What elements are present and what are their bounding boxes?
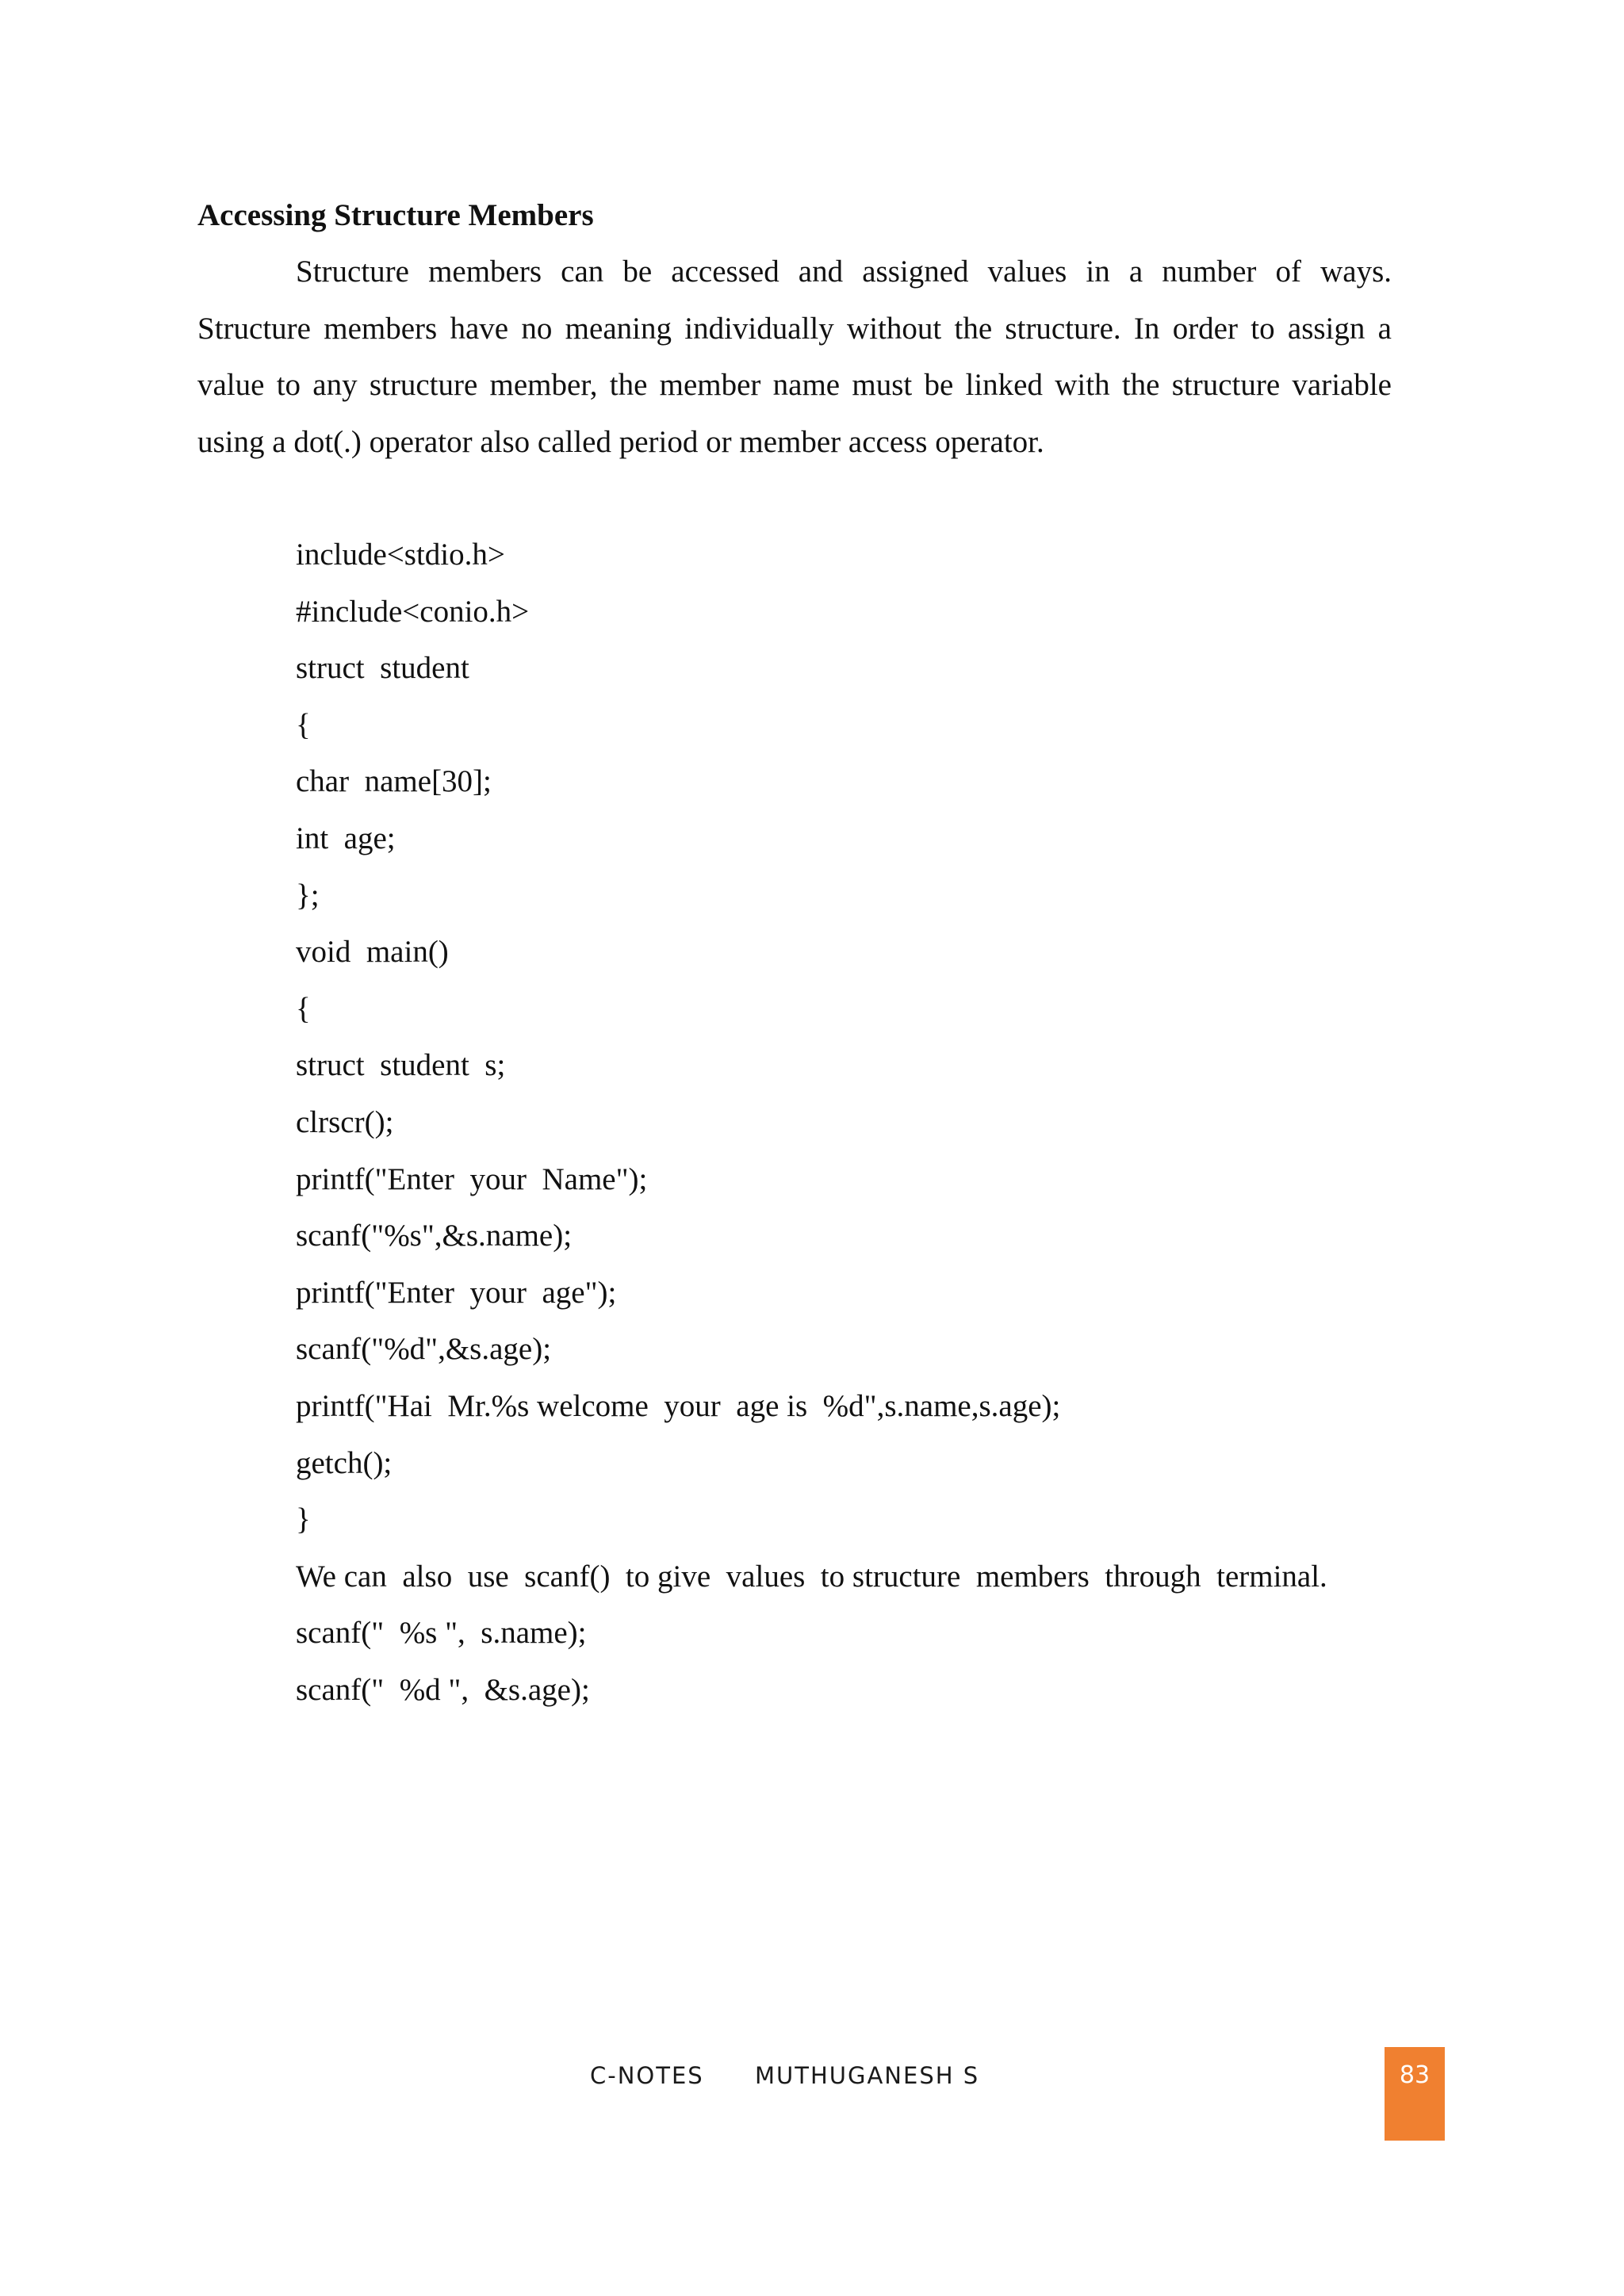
- code-line: scanf("%s",&s.name);: [296, 1219, 573, 1253]
- code-line: include<stdio.h>: [296, 538, 505, 572]
- code-line: scanf("%d",&s.age);: [296, 1332, 552, 1367]
- page-number-badge: [1385, 2047, 1445, 2141]
- code-line: struct student: [296, 651, 469, 686]
- code-line: char name[30];: [296, 764, 492, 799]
- intro-paragraph: [197, 250, 1392, 476]
- code-line: getch();: [296, 1445, 393, 1480]
- code-line: clrscr();: [296, 1104, 394, 1139]
- code-line: printf("Enter your Name");: [296, 1161, 648, 1196]
- code-listing: [296, 533, 1327, 1724]
- code-line: struct student s;: [296, 1048, 506, 1083]
- paragraph-line: value to any structure member, the member name must be linked with the structure variable: [197, 368, 1392, 402]
- code-line: {: [296, 707, 311, 742]
- code-line: {: [296, 991, 311, 1026]
- code-line: };: [296, 878, 320, 913]
- code-line: printf("Hai Mr.%s welcome your age is %d",s.name,s.age);: [296, 1388, 1061, 1423]
- page-number: 83: [1399, 2061, 1431, 2089]
- code-line: void main(): [296, 935, 449, 970]
- code-line: scanf(" %d ", &s.age);: [296, 1672, 590, 1707]
- code-line: int age;: [296, 821, 396, 855]
- footer-title: C-NOTES: [590, 2062, 704, 2089]
- paragraph-line: Structure members have no meaning individually without the structure. In order to assign a: [197, 311, 1392, 346]
- code-line: }: [296, 1502, 311, 1537]
- code-line: printf("Enter your age");: [296, 1275, 617, 1310]
- footer-author: MUTHUGANESH S: [755, 2062, 980, 2089]
- section-heading: Accessing Structure Members: [197, 198, 594, 232]
- page-footer: [0, 2058, 1624, 2106]
- explanation-line: We can also use scanf() to give values to structure members through terminal.: [296, 1559, 1327, 1594]
- paragraph-line: using a dot(.) operator also called period or member access operator.: [197, 424, 1044, 459]
- paragraph-line: Structure members can be accessed and assigned values in a number of ways.: [296, 254, 1392, 289]
- code-line: scanf(" %s ", s.name);: [296, 1616, 587, 1651]
- code-line: #include<conio.h>: [296, 594, 530, 629]
